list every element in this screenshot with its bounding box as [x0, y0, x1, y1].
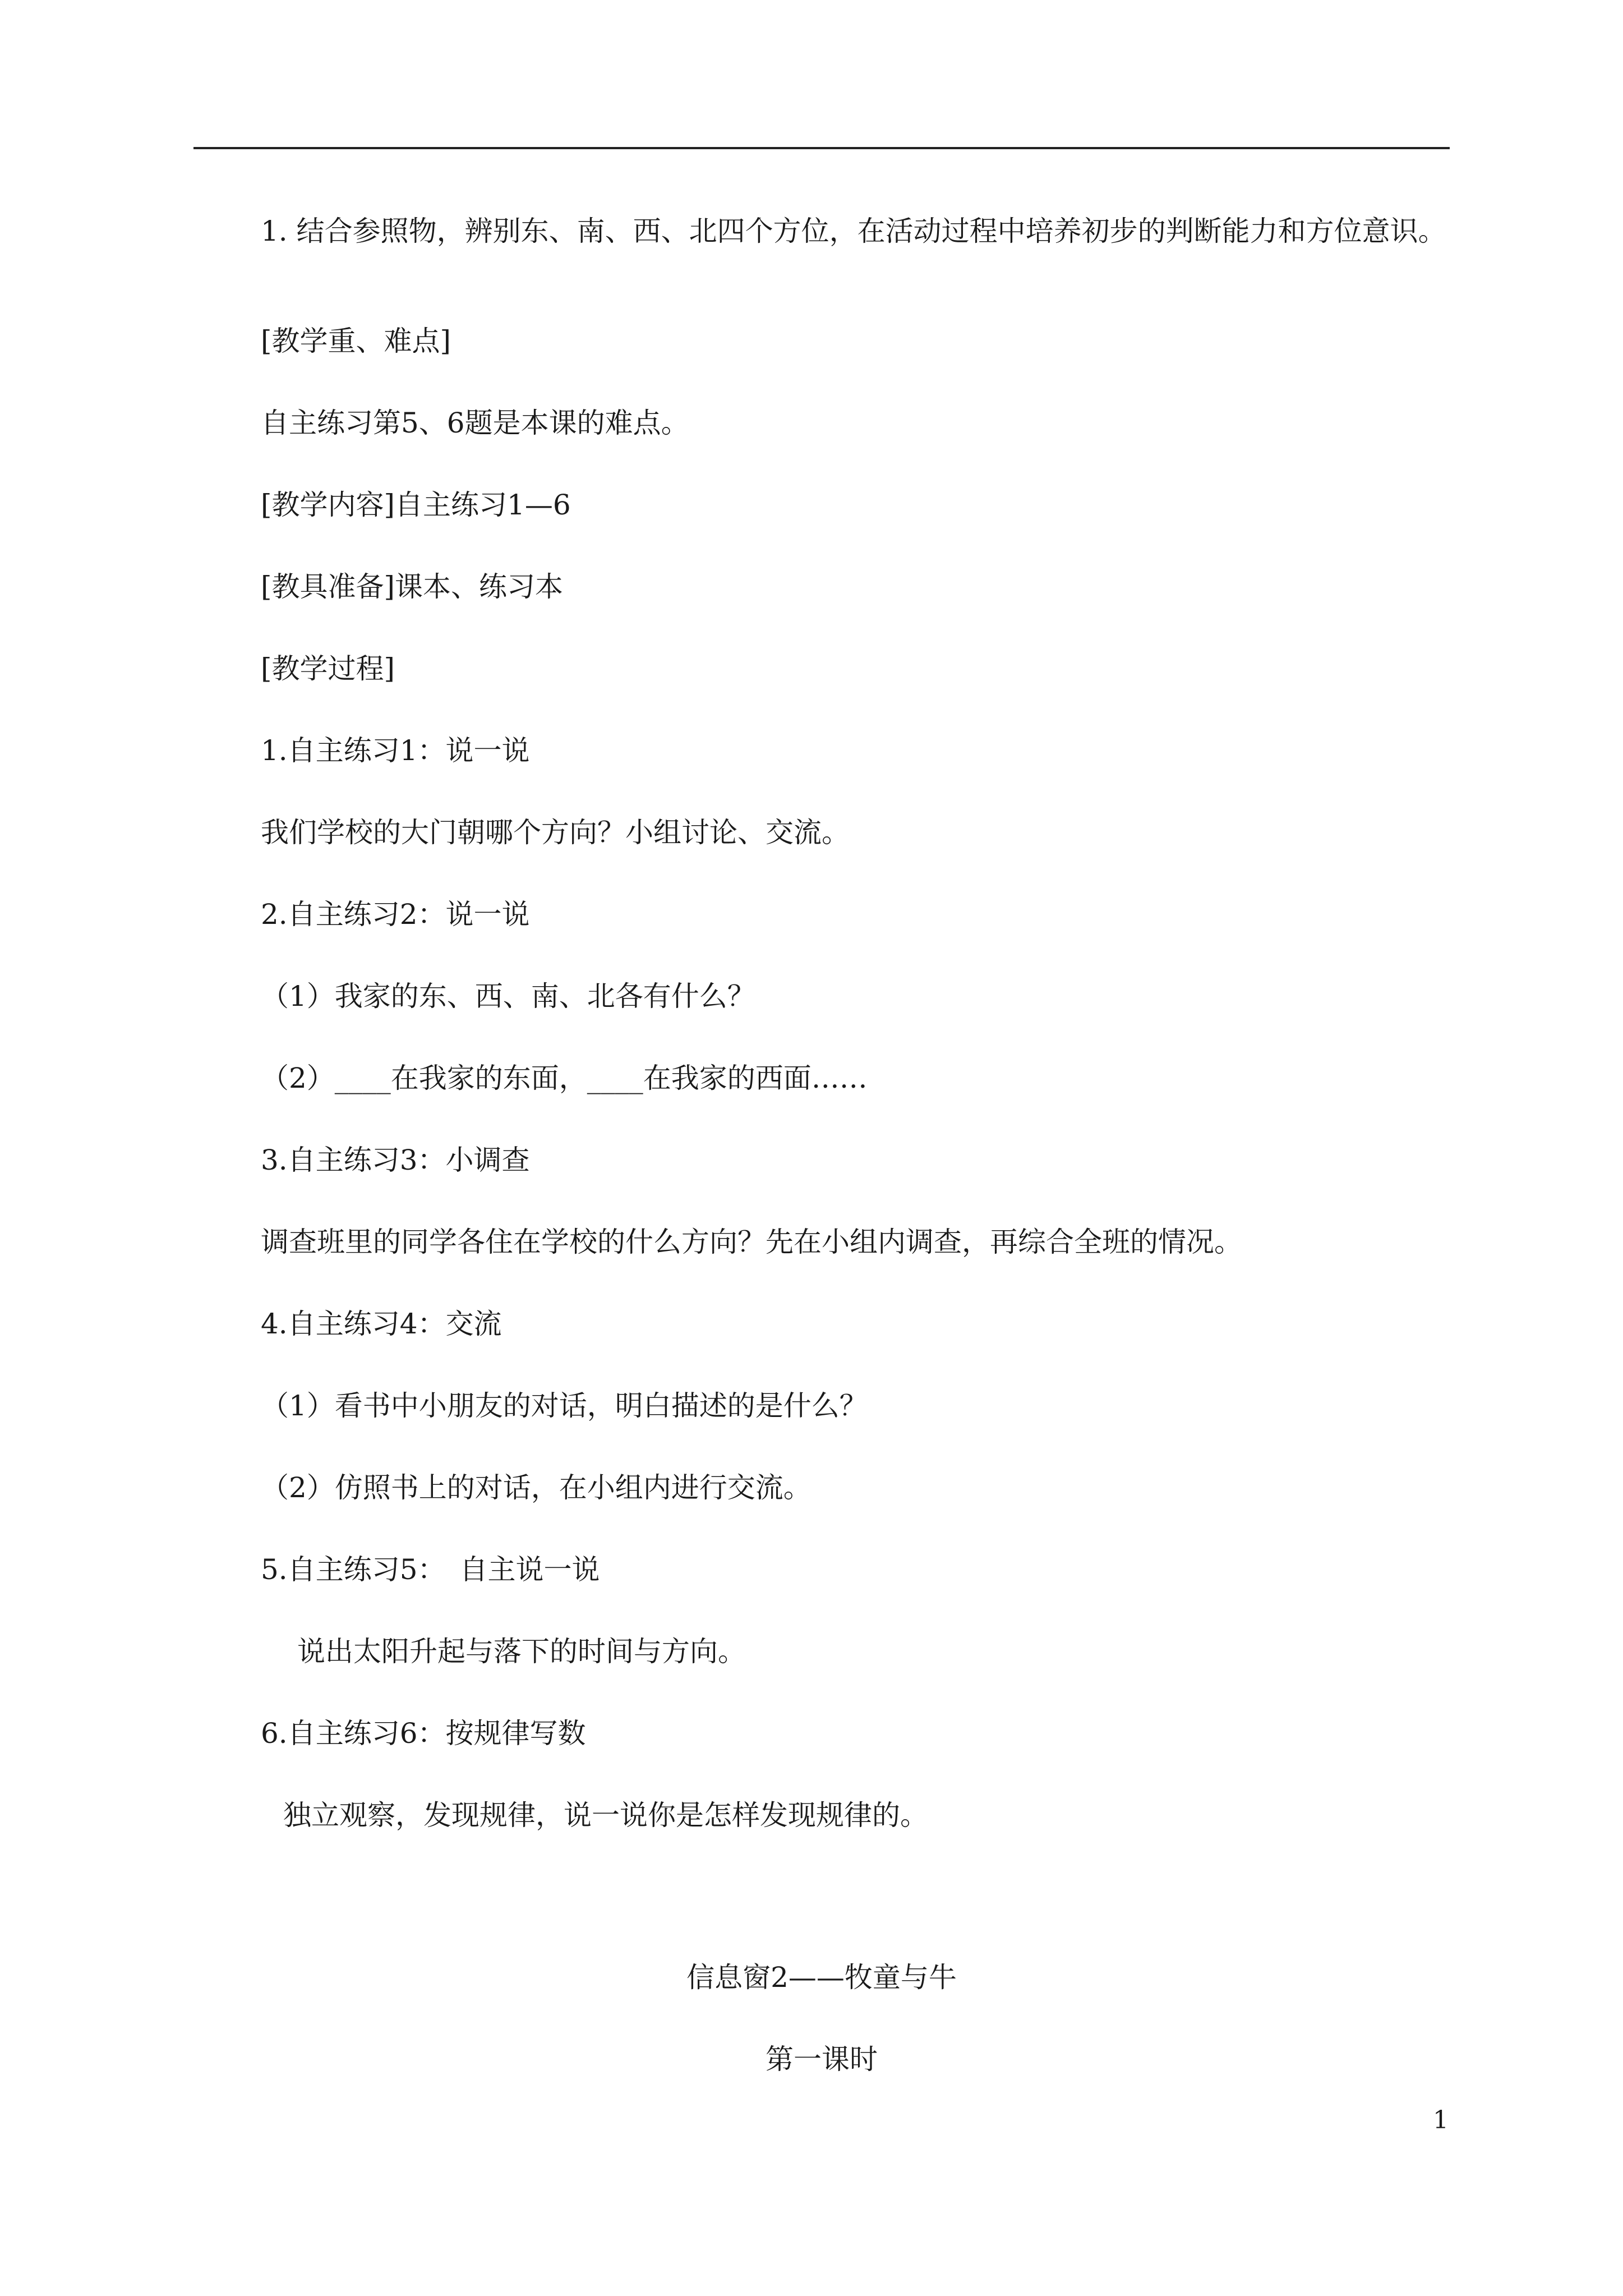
heading-teaching-content: [教学内容]自主练习1—6 [261, 489, 571, 521]
page-number: 1 [1433, 2106, 1449, 2134]
exercise-4-item-2: （2）仿照书上的对话，在小组内进行交流。 [261, 1471, 811, 1504]
exercise-4-item-1: （1）看书中小朋友的对话，明白描述的是什么？ [261, 1389, 868, 1422]
exercise-2-title: 2.自主练习2：说一说 [261, 898, 530, 931]
heading-teaching-aids: [教具准备]课本、练习本 [261, 570, 564, 603]
exercise-2-item-1: （1）我家的东、西、南、北各有什么？ [261, 980, 755, 1013]
heading-teaching-process: [教学过程] [261, 652, 395, 685]
objective-text: 1. 结合参照物，辨别东、南、西、北四个方位，在活动过程中培养初步的判断能力和方位意识。 [261, 215, 1446, 247]
exercise-1-text: 我们学校的大门朝哪个方向？小组讨论、交流。 [261, 816, 850, 849]
exercise-6-text: 独立观察，发现规律，说一说你是怎样发现规律的。 [283, 1799, 928, 1832]
exercise-5-title: 5.自主练习5： 自主说一说 [261, 1553, 600, 1586]
exercise-5-text: 说出太阳升起与落下的时间与方向。 [297, 1635, 746, 1668]
objective-paragraph [193, 203, 1450, 259]
key-point-text: 自主练习第5、6题是本课的难点。 [261, 407, 689, 439]
exercise-1-title: 1.自主练习1：说一说 [261, 734, 530, 767]
exercise-3-text: 调查班里的同学各住在学校的什么方向？先在小组内调查，再综合全班的情况。 [261, 1226, 1242, 1258]
exercise-4-title: 4.自主练习4：交流 [261, 1308, 502, 1340]
exercise-2-item-2: （2）____在我家的东面，____在我家的西面…… [261, 1062, 868, 1094]
heading-key-difficult-points: [教学重、难点] [261, 325, 451, 357]
exercise-6-title: 6.自主练习6：按规律写数 [261, 1717, 586, 1750]
header-rule [193, 147, 1450, 149]
exercise-3-title: 3.自主练习3：小调查 [261, 1144, 530, 1176]
section-subtitle: 第一课时 [766, 2043, 878, 2076]
section-title: 信息窗2——牧童与牛 [686, 1961, 957, 1994]
